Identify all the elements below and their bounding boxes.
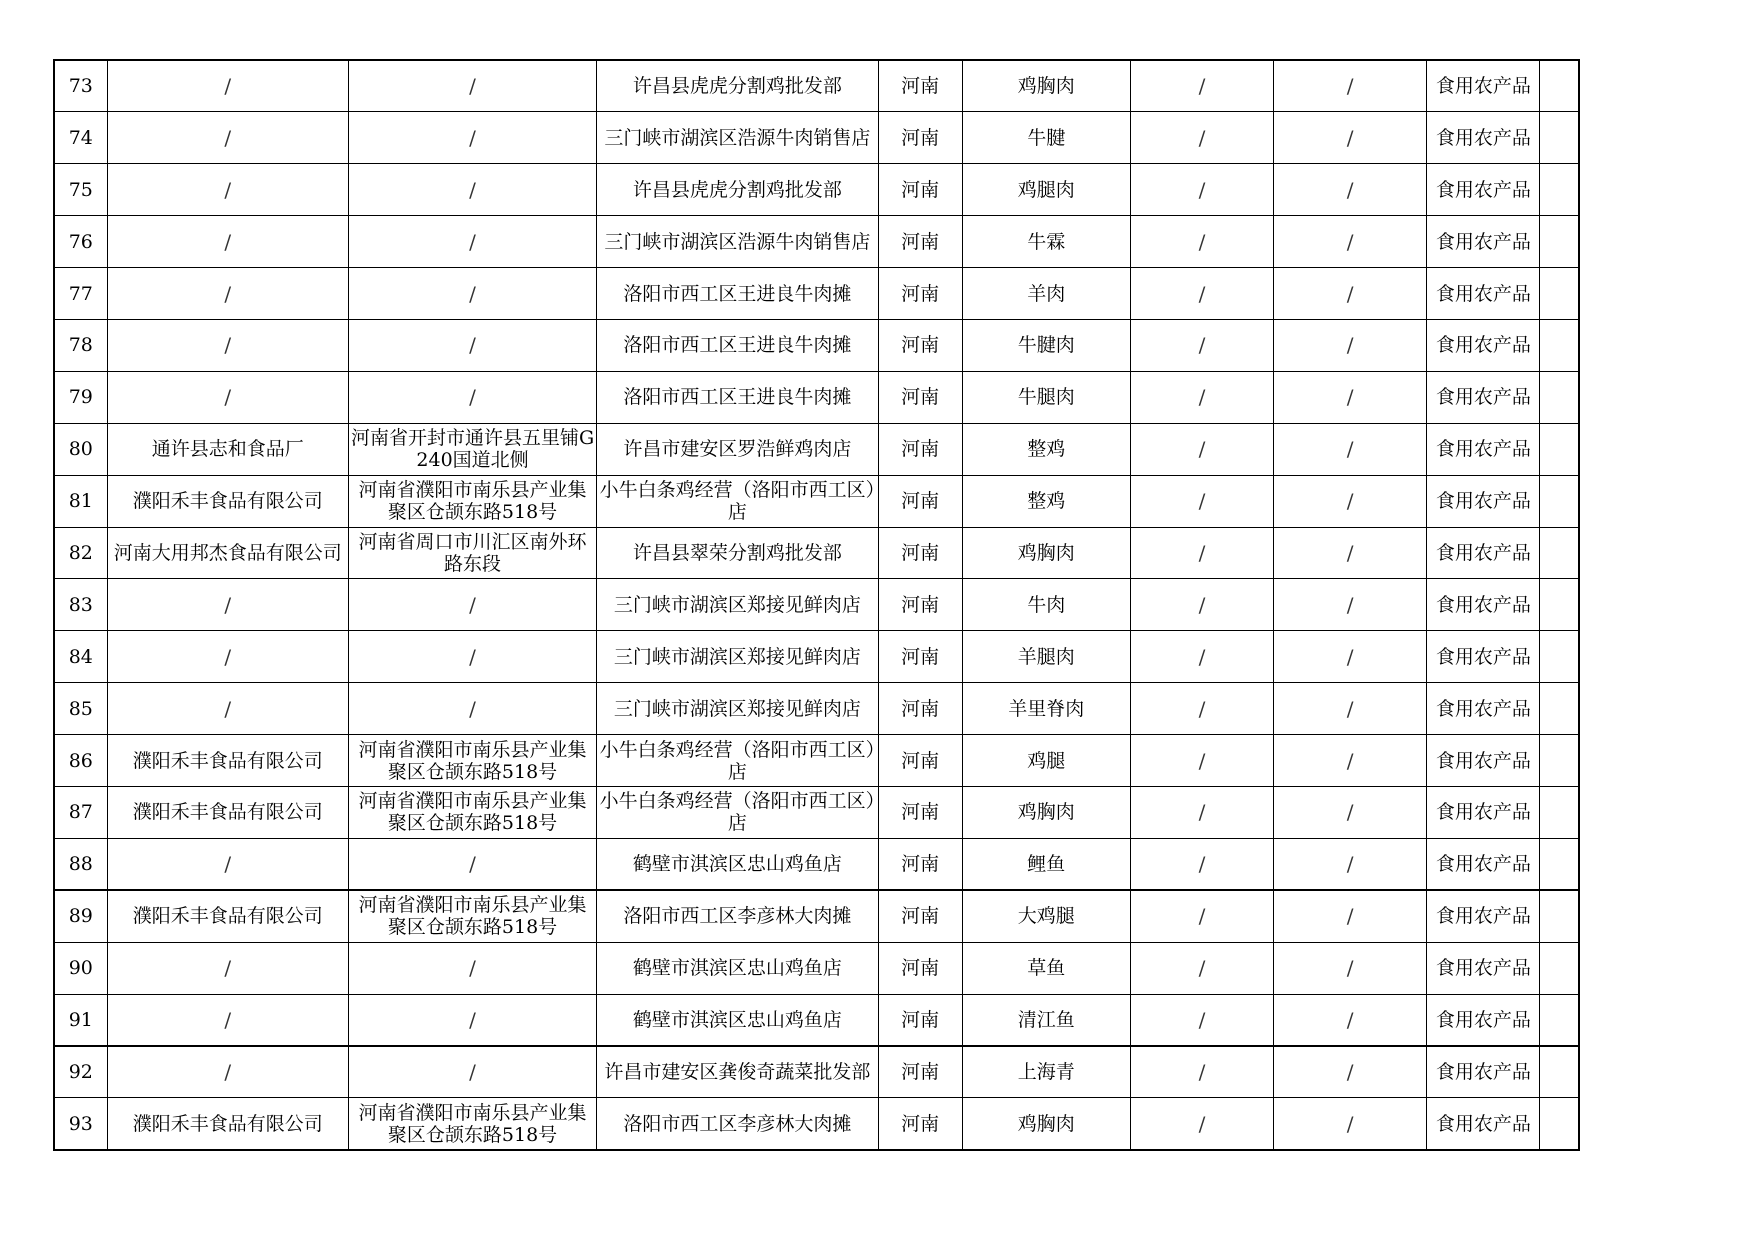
production-date-cell: / [1274,112,1427,164]
food-category-cell: 食用农产品 [1427,735,1540,787]
sampled-unit-cell: 鹤壁市淇滨区忠山鸡鱼店 [597,994,878,1046]
specification-cell: / [1130,683,1273,735]
table-row [54,1046,1579,1098]
table-row [54,683,1579,735]
remarks-cell [1540,60,1579,112]
table-row [54,527,1579,579]
table-row [54,268,1579,320]
table-row [54,319,1579,371]
sampled-unit-cell: 洛阳市西工区李彦林大肉摊 [597,890,878,942]
producer-address-cell: / [348,579,596,631]
product-name-cell: 羊里脊肉 [962,683,1130,735]
remarks-cell [1540,475,1579,527]
table-row [54,60,1579,112]
province-cell: 河南 [878,475,962,527]
province-cell: 河南 [878,112,962,164]
row-number-cell: 86 [54,735,107,787]
producer-address-cell: / [348,838,596,890]
food-category-cell: 食用农产品 [1427,527,1540,579]
remarks-cell [1540,527,1579,579]
product-name-cell: 清江鱼 [962,994,1130,1046]
producer-address-cell: / [348,631,596,683]
table-row [54,216,1579,268]
sampled-unit-cell: 许昌县翠荣分割鸡批发部 [597,527,878,579]
product-name-cell: 整鸡 [962,423,1130,475]
product-name-cell: 整鸡 [962,475,1130,527]
specification-cell: / [1130,786,1273,838]
product-name-cell: 上海青 [962,1046,1130,1098]
row-number-cell: 75 [54,164,107,216]
product-name-cell: 牛腱 [962,112,1130,164]
production-date-cell: / [1274,735,1427,787]
product-name-cell: 牛腿肉 [962,371,1130,423]
remarks-cell [1540,423,1579,475]
production-date-cell: / [1274,1098,1427,1150]
table-row [54,786,1579,838]
row-number-cell: 78 [54,319,107,371]
row-number-cell: 73 [54,60,107,112]
specification-cell: / [1130,890,1273,942]
production-date-cell: / [1274,683,1427,735]
producer-address-cell: 河南省濮阳市南乐县产业集聚区仓颉东路518号 [348,1098,596,1150]
producer-address-cell: / [348,319,596,371]
specification-cell: / [1130,527,1273,579]
specification-cell: / [1130,942,1273,994]
remarks-cell [1540,371,1579,423]
province-cell: 河南 [878,942,962,994]
specification-cell: / [1130,579,1273,631]
sampled-unit-cell: 许昌市建安区罗浩鲜鸡肉店 [597,423,878,475]
production-date-cell: / [1274,527,1427,579]
remarks-cell [1540,683,1579,735]
specification-cell: / [1130,1098,1273,1150]
table-row [54,1098,1579,1150]
producer-address-cell: 河南省濮阳市南乐县产业集聚区仓颉东路518号 [348,475,596,527]
sampled-unit-cell: 小牛白条鸡经营（洛阳市西工区）店 [597,475,878,527]
food-category-cell: 食用农产品 [1427,268,1540,320]
row-number-cell: 81 [54,475,107,527]
food-category-cell: 食用农产品 [1427,164,1540,216]
producer-name-cell: 濮阳禾丰食品有限公司 [107,1098,348,1150]
specification-cell: / [1130,60,1273,112]
producer-address-cell: 河南省濮阳市南乐县产业集聚区仓颉东路518号 [348,735,596,787]
sampled-unit-cell: 洛阳市西工区王进良牛肉摊 [597,319,878,371]
province-cell: 河南 [878,735,962,787]
row-number-cell: 84 [54,631,107,683]
producer-address-cell: 河南省开封市通许县五里铺G240国道北侧 [348,423,596,475]
sampled-unit-cell: 许昌县虎虎分割鸡批发部 [597,60,878,112]
producer-address-cell: 河南省周口市川汇区南外环路东段 [348,527,596,579]
specification-cell: / [1130,735,1273,787]
sampling-results-table [53,59,1580,1151]
sampled-unit-cell: 洛阳市西工区李彦林大肉摊 [597,1098,878,1150]
product-name-cell: 牛霖 [962,216,1130,268]
province-cell: 河南 [878,60,962,112]
producer-name-cell: / [107,164,348,216]
food-category-cell: 食用农产品 [1427,786,1540,838]
province-cell: 河南 [878,164,962,216]
remarks-cell [1540,786,1579,838]
remarks-cell [1540,112,1579,164]
row-number-cell: 74 [54,112,107,164]
sampled-unit-cell: 三门峡市湖滨区浩源牛肉销售店 [597,216,878,268]
food-category-cell: 食用农产品 [1427,579,1540,631]
province-cell: 河南 [878,319,962,371]
province-cell: 河南 [878,994,962,1046]
product-name-cell: 牛肉 [962,579,1130,631]
producer-address-cell: / [348,942,596,994]
remarks-cell [1540,631,1579,683]
remarks-cell [1540,735,1579,787]
table-row [54,164,1579,216]
producer-name-cell: 河南大用邦杰食品有限公司 [107,527,348,579]
specification-cell: / [1130,319,1273,371]
producer-address-cell: / [348,60,596,112]
production-date-cell: / [1274,60,1427,112]
remarks-cell [1540,838,1579,890]
producer-address-cell: / [348,683,596,735]
table-row [54,631,1579,683]
food-category-cell: 食用农产品 [1427,1046,1540,1098]
producer-address-cell: / [348,371,596,423]
province-cell: 河南 [878,268,962,320]
food-category-cell: 食用农产品 [1427,838,1540,890]
producer-address-cell: / [348,268,596,320]
specification-cell: / [1130,423,1273,475]
producer-name-cell: / [107,579,348,631]
table-row [54,735,1579,787]
row-number-cell: 88 [54,838,107,890]
specification-cell: / [1130,371,1273,423]
specification-cell: / [1130,994,1273,1046]
sampled-unit-cell: 三门峡市湖滨区郑接见鲜肉店 [597,683,878,735]
producer-name-cell: / [107,216,348,268]
sampled-unit-cell: 小牛白条鸡经营（洛阳市西工区）店 [597,786,878,838]
remarks-cell [1540,579,1579,631]
specification-cell: / [1130,216,1273,268]
province-cell: 河南 [878,579,962,631]
production-date-cell: / [1274,942,1427,994]
province-cell: 河南 [878,1098,962,1150]
province-cell: 河南 [878,786,962,838]
food-category-cell: 食用农产品 [1427,60,1540,112]
product-name-cell: 鸡胸肉 [962,786,1130,838]
producer-name-cell: / [107,268,348,320]
production-date-cell: / [1274,475,1427,527]
specification-cell: / [1130,838,1273,890]
sampled-unit-cell: 三门峡市湖滨区浩源牛肉销售店 [597,112,878,164]
sampled-unit-cell: 三门峡市湖滨区郑接见鲜肉店 [597,579,878,631]
specification-cell: / [1130,1046,1273,1098]
producer-name-cell: / [107,371,348,423]
product-name-cell: 鲤鱼 [962,838,1130,890]
product-name-cell: 牛腱肉 [962,319,1130,371]
food-category-cell: 食用农产品 [1427,1098,1540,1150]
sampled-unit-cell: 小牛白条鸡经营（洛阳市西工区）店 [597,735,878,787]
producer-address-cell: / [348,164,596,216]
table-row [54,371,1579,423]
sampled-unit-cell: 许昌县虎虎分割鸡批发部 [597,164,878,216]
production-date-cell: / [1274,216,1427,268]
food-category-cell: 食用农产品 [1427,319,1540,371]
remarks-cell [1540,216,1579,268]
product-name-cell: 羊肉 [962,268,1130,320]
specification-cell: / [1130,164,1273,216]
row-number-cell: 83 [54,579,107,631]
production-date-cell: / [1274,1046,1427,1098]
producer-name-cell: / [107,112,348,164]
sampled-unit-cell: 洛阳市西工区王进良牛肉摊 [597,371,878,423]
province-cell: 河南 [878,631,962,683]
sampled-unit-cell: 三门峡市湖滨区郑接见鲜肉店 [597,631,878,683]
row-number-cell: 89 [54,890,107,942]
food-category-cell: 食用农产品 [1427,890,1540,942]
remarks-cell [1540,164,1579,216]
remarks-cell [1540,1046,1579,1098]
table-body [54,60,1579,1150]
producer-address-cell: / [348,112,596,164]
product-name-cell: 鸡腿肉 [962,164,1130,216]
specification-cell: / [1130,475,1273,527]
product-name-cell: 鸡胸肉 [962,60,1130,112]
sampled-unit-cell: 鹤壁市淇滨区忠山鸡鱼店 [597,838,878,890]
product-name-cell: 鸡腿 [962,735,1130,787]
sampled-unit-cell: 鹤壁市淇滨区忠山鸡鱼店 [597,942,878,994]
production-date-cell: / [1274,994,1427,1046]
table-row [54,890,1579,942]
table-row [54,994,1579,1046]
row-number-cell: 76 [54,216,107,268]
row-number-cell: 90 [54,942,107,994]
province-cell: 河南 [878,527,962,579]
producer-address-cell: / [348,216,596,268]
producer-name-cell: / [107,1046,348,1098]
production-date-cell: / [1274,786,1427,838]
remarks-cell [1540,319,1579,371]
food-category-cell: 食用农产品 [1427,371,1540,423]
province-cell: 河南 [878,838,962,890]
production-date-cell: / [1274,268,1427,320]
producer-name-cell: 濮阳禾丰食品有限公司 [107,890,348,942]
producer-name-cell: 濮阳禾丰食品有限公司 [107,475,348,527]
production-date-cell: / [1274,838,1427,890]
remarks-cell [1540,890,1579,942]
row-number-cell: 92 [54,1046,107,1098]
table-row [54,423,1579,475]
product-name-cell: 鸡胸肉 [962,1098,1130,1150]
remarks-cell [1540,994,1579,1046]
sampled-unit-cell: 洛阳市西工区王进良牛肉摊 [597,268,878,320]
row-number-cell: 79 [54,371,107,423]
table-row [54,838,1579,890]
specification-cell: / [1130,112,1273,164]
producer-address-cell: / [348,994,596,1046]
food-category-cell: 食用农产品 [1427,216,1540,268]
province-cell: 河南 [878,890,962,942]
row-number-cell: 85 [54,683,107,735]
producer-name-cell: / [107,942,348,994]
producer-address-cell: 河南省濮阳市南乐县产业集聚区仓颉东路518号 [348,786,596,838]
food-category-cell: 食用农产品 [1427,423,1540,475]
row-number-cell: 93 [54,1098,107,1150]
producer-name-cell: / [107,683,348,735]
table-row [54,475,1579,527]
table-row [54,579,1579,631]
producer-name-cell: 濮阳禾丰食品有限公司 [107,735,348,787]
row-number-cell: 87 [54,786,107,838]
product-name-cell: 鸡胸肉 [962,527,1130,579]
sampled-unit-cell: 许昌市建安区龚俊奇蔬菜批发部 [597,1046,878,1098]
row-number-cell: 80 [54,423,107,475]
production-date-cell: / [1274,423,1427,475]
producer-name-cell: / [107,994,348,1046]
producer-name-cell: / [107,838,348,890]
producer-name-cell: / [107,631,348,683]
production-date-cell: / [1274,631,1427,683]
province-cell: 河南 [878,423,962,475]
province-cell: 河南 [878,216,962,268]
product-name-cell: 羊腿肉 [962,631,1130,683]
food-category-cell: 食用农产品 [1427,683,1540,735]
food-category-cell: 食用农产品 [1427,475,1540,527]
producer-name-cell: / [107,319,348,371]
specification-cell: / [1130,631,1273,683]
row-number-cell: 82 [54,527,107,579]
producer-address-cell: 河南省濮阳市南乐县产业集聚区仓颉东路518号 [348,890,596,942]
province-cell: 河南 [878,371,962,423]
production-date-cell: / [1274,164,1427,216]
production-date-cell: / [1274,890,1427,942]
producer-address-cell: / [348,1046,596,1098]
remarks-cell [1540,942,1579,994]
food-category-cell: 食用农产品 [1427,112,1540,164]
table-row [54,942,1579,994]
remarks-cell [1540,1098,1579,1150]
production-date-cell: / [1274,319,1427,371]
row-number-cell: 91 [54,994,107,1046]
province-cell: 河南 [878,683,962,735]
specification-cell: / [1130,268,1273,320]
table-row [54,112,1579,164]
product-name-cell: 草鱼 [962,942,1130,994]
product-name-cell: 大鸡腿 [962,890,1130,942]
producer-name-cell: / [107,60,348,112]
food-category-cell: 食用农产品 [1427,942,1540,994]
producer-name-cell: 通许县志和食品厂 [107,423,348,475]
production-date-cell: / [1274,579,1427,631]
food-category-cell: 食用农产品 [1427,994,1540,1046]
remarks-cell [1540,268,1579,320]
production-date-cell: / [1274,371,1427,423]
producer-name-cell: 濮阳禾丰食品有限公司 [107,786,348,838]
row-number-cell: 77 [54,268,107,320]
province-cell: 河南 [878,1046,962,1098]
food-category-cell: 食用农产品 [1427,631,1540,683]
